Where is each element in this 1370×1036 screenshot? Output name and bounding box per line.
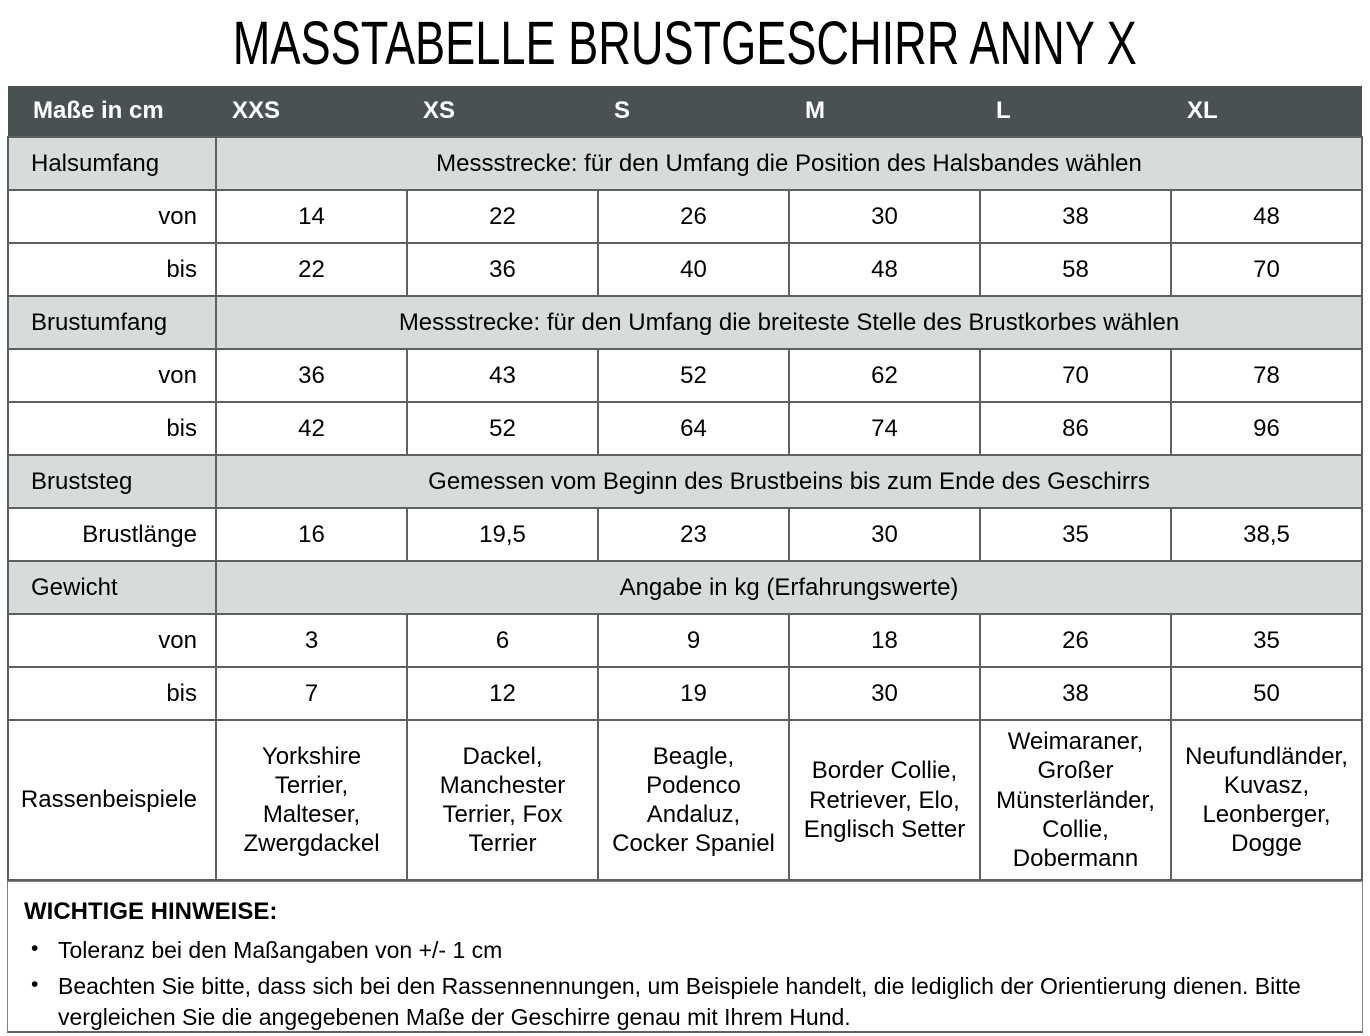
value-cell: 18 [789,614,980,667]
title-bar [0,0,1370,86]
value-cell: 12 [407,667,598,720]
breed-cell-l: Weimaraner, Großer Münsterländer, Collie, Dobermann [980,720,1171,880]
breed-cell-m: Border Collie, Retriever, Elo, Englisch Setter [789,720,980,880]
row-label: bis [8,667,216,720]
value-cell: 48 [789,243,980,296]
section-row-brustumfang [8,296,1362,349]
value-cell: 30 [789,190,980,243]
note-item-tolerance [24,935,1346,966]
row-brustlaenge [8,508,1362,561]
value-cell: 38 [980,190,1171,243]
breed-cell-s: Beagle, Podenco Andaluz, Cocker Spaniel [598,720,789,880]
section-description: Messstrecke: für den Umfang die Position des Halsbandes wählen [216,137,1362,190]
value-cell: 22 [407,190,598,243]
value-cell: 58 [980,243,1171,296]
value-cell: 22 [216,243,407,296]
value-cell: 26 [980,614,1171,667]
value-cell: 7 [216,667,407,720]
notes-heading: WICHTIGE HINWEISE: [24,898,278,926]
value-cell: 9 [598,614,789,667]
column-header-s: S [598,86,789,137]
value-cell: 96 [1171,402,1362,455]
value-cell: 62 [789,349,980,402]
value-cell: 36 [216,349,407,402]
row-label: von [8,614,216,667]
column-header-l: L [980,86,1171,137]
value-cell: 23 [598,508,789,561]
value-cell: 86 [980,402,1171,455]
row-label: Rassenbeispiele [8,720,216,880]
value-cell: 70 [1171,243,1362,296]
row-halsumfang-bis [8,243,1362,296]
column-header-m: M [789,86,980,137]
section-row-halsumfang [8,137,1362,190]
value-cell: 42 [216,402,407,455]
row-brustumfang-bis [8,402,1362,455]
section-description: Messstrecke: für den Umfang die breiteste Stelle des Brustkorbes wählen [216,296,1362,349]
section-row-gewicht [8,561,1362,614]
value-cell: 74 [789,402,980,455]
value-cell: 26 [598,190,789,243]
value-cell: 36 [407,243,598,296]
value-cell: 19 [598,667,789,720]
size-chart-table [7,86,1363,881]
notes-box [7,881,1363,1033]
note-text: Toleranz bei den Maßangaben von +/- 1 cm [58,937,503,964]
value-cell: 52 [407,402,598,455]
table-header-row [8,86,1362,137]
column-header-xxs: XXS [216,86,407,137]
value-cell: 64 [598,402,789,455]
value-cell: 40 [598,243,789,296]
row-brustumfang-von [8,349,1362,402]
value-cell: 30 [789,667,980,720]
breed-cell-xxs: Yorkshire Terrier, Malteser, Zwergdackel [216,720,407,880]
value-cell: 50 [1171,667,1362,720]
value-cell: 35 [1171,614,1362,667]
row-label: von [8,349,216,402]
column-header-xl: XL [1171,86,1362,137]
value-cell: 14 [216,190,407,243]
value-cell: 70 [980,349,1171,402]
section-description: Gemessen vom Beginn des Brustbeins bis zum Ende des Geschirrs [216,455,1362,508]
section-row-bruststeg [8,455,1362,508]
row-label: bis [8,243,216,296]
section-description: Angabe in kg (Erfahrungswerte) [216,561,1362,614]
row-halsumfang-von [8,190,1362,243]
value-cell: 16 [216,508,407,561]
bullet-icon: • [31,937,39,961]
value-cell: 48 [1171,190,1362,243]
value-cell: 30 [789,508,980,561]
row-label: Brustlänge [8,508,216,561]
value-cell: 38 [980,667,1171,720]
note-item-breeds [24,971,1346,1033]
value-cell: 78 [1171,349,1362,402]
value-cell: 38,5 [1171,508,1362,561]
bullet-icon: • [31,973,39,997]
row-label: bis [8,402,216,455]
note-text: Beachten Sie bitte, dass sich bei den Rassennennungen, um Beispiele handelt, die lediglich der Orientierung dienen. Bitte vergleichen Sie die angegebenen Maße der Geschirre genau mit Ihrem Hund. [58,973,1301,1030]
value-cell: 52 [598,349,789,402]
value-cell: 35 [980,508,1171,561]
value-cell: 19,5 [407,508,598,561]
section-label: Bruststeg [8,455,216,508]
column-header-xs: XS [407,86,598,137]
column-header-measure: Maße in cm [8,86,216,137]
page-title: MASSTABELLE BRUSTGESCHIRR ANNY X [233,8,1137,77]
row-rassenbeispiele [8,720,1362,880]
row-gewicht-von [8,614,1362,667]
breed-cell-xl: Neufundländer, Kuvasz, Leonberger, Dogge [1171,720,1362,880]
value-cell: 6 [407,614,598,667]
section-label: Brustumfang [8,296,216,349]
value-cell: 43 [407,349,598,402]
breed-cell-xs: Dackel, Manchester Terrier, Fox Terrier [407,720,598,880]
row-gewicht-bis [8,667,1362,720]
section-label: Gewicht [8,561,216,614]
value-cell: 3 [216,614,407,667]
section-label: Halsumfang [8,137,216,190]
row-label: von [8,190,216,243]
